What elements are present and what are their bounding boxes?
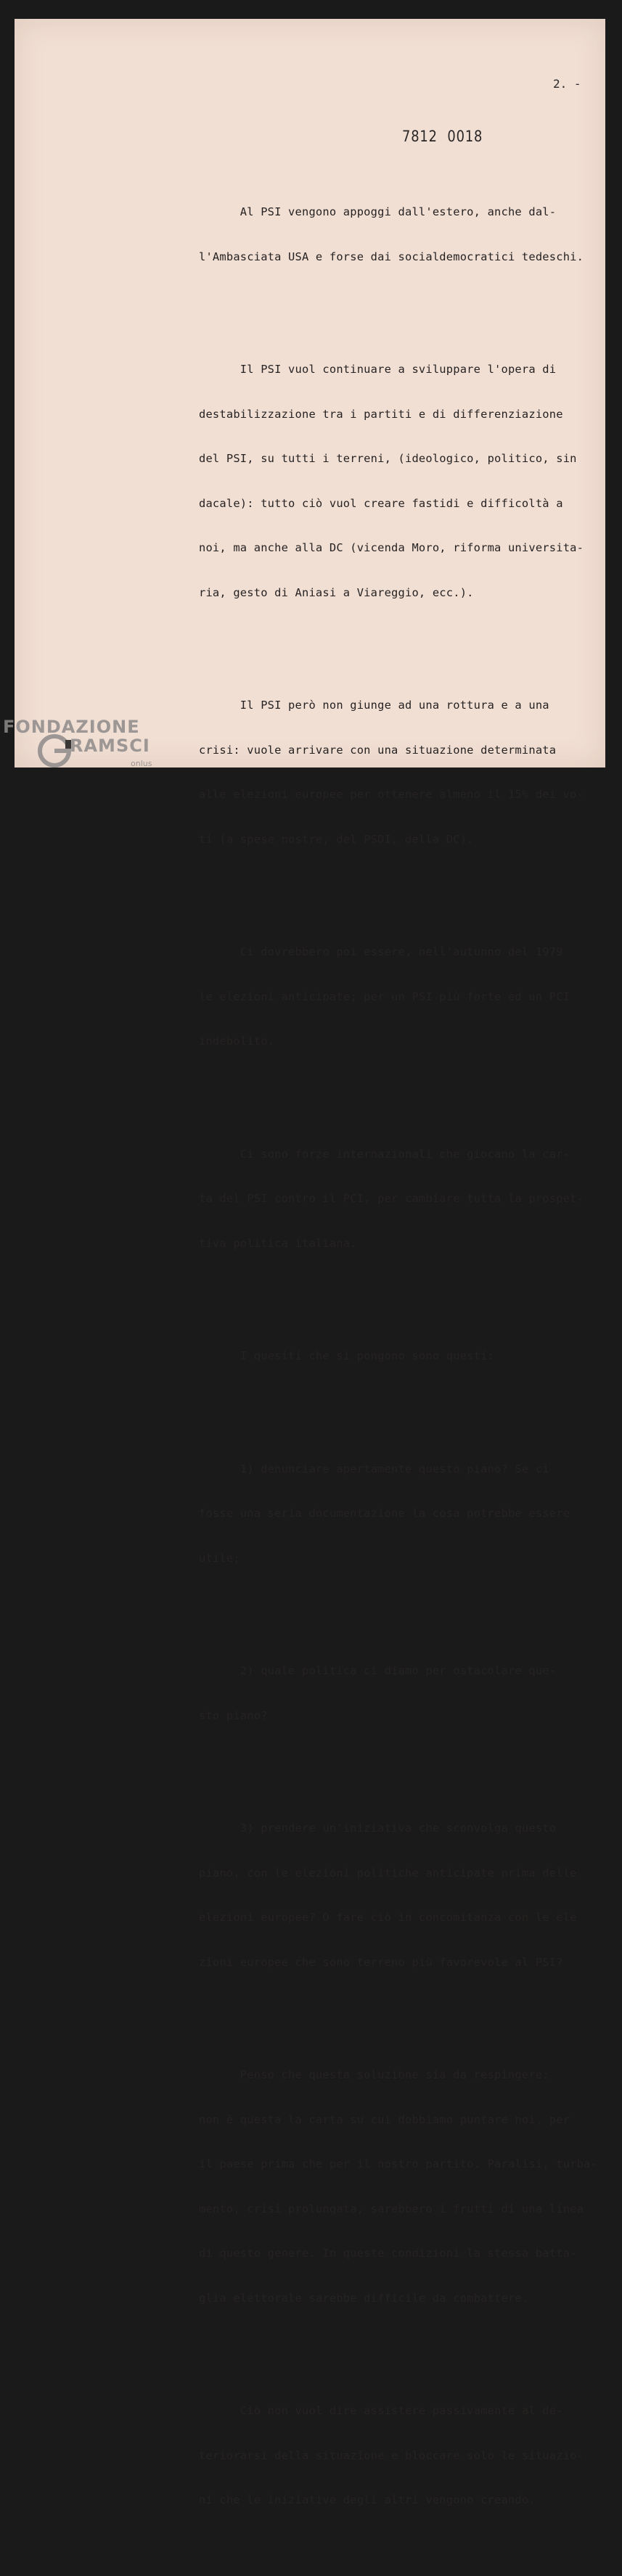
text-line: non è questa la carta su cui dobbiamo puntare noi, per [199,2112,570,2126]
paragraph [199,1319,605,1394]
text-line: il paese prima che per il nostro partito. Paralisi, turba- [199,2157,598,2170]
page-number: 2. - [553,77,581,91]
paragraph [199,1634,605,1753]
fondazione-gramsci-watermark [3,717,159,775]
text-line: 1) denunciare apertamente questo piano? Se ci [199,1462,549,1476]
text-line: sto piano? [199,1708,268,1722]
text-line: l'Ambasciata USA e forse dai socialdemocratici tedeschi. [199,250,584,263]
text-line: destabilizzazione tra i partiti e di differenziazione [199,407,563,421]
text-line: Ciò non vuol dire assistere passivamente al de- [199,2404,563,2417]
g-logo-icon [38,734,71,768]
paragraph [199,332,605,630]
text-line: I quesiti che si pongono sono questi: [199,1349,495,1362]
text-line: mento, crisi prolungata, sarebbero i frutti di una linea [199,2202,584,2215]
text-line: 2) quale politica ci diamo per ostacolare que- [199,1664,557,1677]
text-line: dacale): tutto ciò vuol creare fastidi e difficoltà a [199,496,563,510]
watermark-line2: RAMSCI [70,736,150,756]
archive-stamp [402,128,483,145]
typed-letter-body [199,145,605,2576]
text-line: crisi: vuole arrivare con una situazione determinata [199,743,557,757]
paragraph [199,2038,605,2335]
watermark-line3: onlus [131,759,152,768]
text-line: del PSI, su tutti i terreni, (ideologico, politico, sin [199,452,577,465]
text-line: teriorarsi della situazione e bloccare solo le situazio- [199,2448,584,2462]
text-line: di questo genere. In queste condizioni la stessa batta- [199,2247,577,2260]
paragraph [199,1117,605,1281]
text-line: ria, gesto di Aniasi a Viareggio, ecc.). [199,585,474,599]
paragraph [199,1791,605,1999]
text-line: piano, con le elezioni politiche anticipate prima delle [199,1866,577,1880]
text-line: ni che le iniziative degli altri vengono creando. [199,2493,536,2506]
text-line: zioni europee che sono terreno più favorevole al PSI? [199,1955,563,1969]
text-line: Il PSI vuol continuare a sviluppare l'opera di [199,363,557,376]
text-line: Ci dovrebbero poi essere, nell'autunno del 1979 [199,945,563,958]
text-line: noi, ma anche alla DC (vicenda Moro, riforma universita- [199,541,584,554]
document-page [15,19,605,2506]
text-line: 3) prendere un'iniziativa che sconvolga questo [199,1822,557,1835]
text-line: tiva politica italiana. [199,1236,357,1250]
text-line: indebolito. [199,1034,275,1048]
watermark-line1: FONDAZIONE [3,717,140,737]
paragraph [199,175,605,294]
text-line: elezioni europee? O fare ciò in concomitanza con le ele [199,1911,577,1924]
text-line: alle elezioni europee per ottenere almeno il 15% dei vo- [199,788,584,801]
text-line: fosse una seria documentazione la cosa potrebbe essere [199,1507,570,1520]
paragraph [199,1432,605,1596]
archive-stamp-number: 0018 [447,128,483,145]
text-line: ti (a spese nostre, del PSDI, della DC). [199,832,474,846]
text-line: Ci sono forze internazionali che giocano la car- [199,1147,570,1161]
text-line: Il PSI però non giunge ad una rottura e a una [199,699,549,712]
text-line: Al PSI vengono appoggi dall'estero, anche dal- [199,205,557,218]
text-line: utile; [199,1551,240,1565]
paragraph [199,2374,605,2538]
text-line: Penso che questa soluzione sia da respingere: [199,2068,549,2081]
text-line: ta del PSI contro il PCI, per cambiare tutta la prospet- [199,1192,584,1205]
archive-stamp-number: 7812 [402,128,438,145]
text-line: glia elettorale sarebbe difficile da combattere. [199,2291,529,2305]
paragraph [199,915,605,1079]
text-line: le elezioni anticipate; per un PSI più forte ed un PCI [199,989,570,1003]
paragraph [199,668,605,876]
